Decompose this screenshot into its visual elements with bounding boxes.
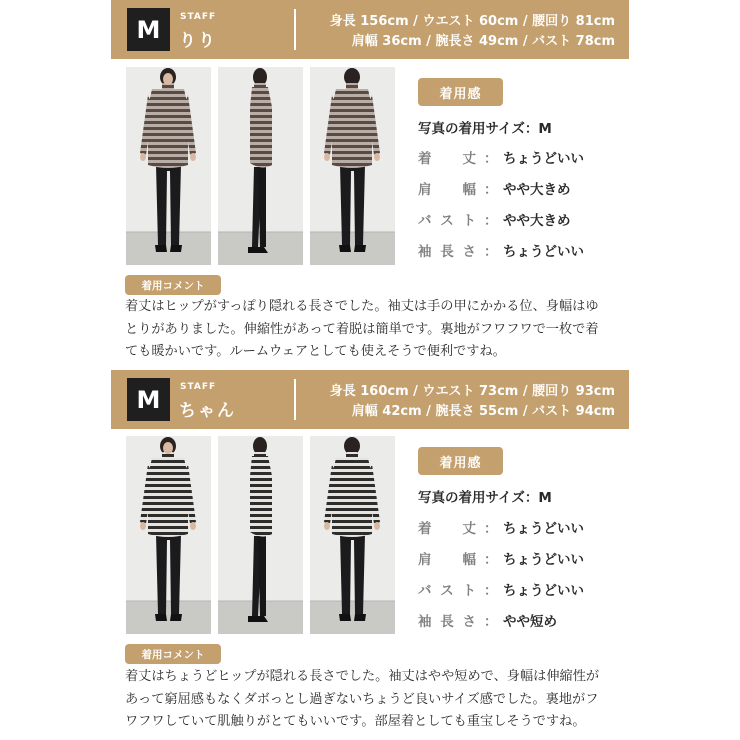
staff-label: STAFF	[180, 12, 217, 22]
comment-line: とりがありました。伸縮性があって着脱は簡単です。裏地がフワフワで一枚で着	[125, 321, 599, 337]
fit-row-colon: ：	[484, 244, 498, 260]
model-photo-front	[126, 436, 211, 634]
staff-name: りり	[179, 31, 217, 51]
staff-name: ちゃん	[179, 401, 236, 421]
fit-badge: 着用感	[418, 447, 503, 475]
fit-size-title: 写真の着用サイズ：M	[418, 490, 552, 506]
fit-row-value: ちょうどいい	[503, 244, 584, 260]
fit-row	[418, 579, 618, 599]
model-figure	[126, 67, 211, 265]
fit-row-colon: ：	[484, 151, 498, 167]
staff-header	[111, 370, 629, 429]
comment-line: 着丈はヒップがすっぽり隠れる長さでした。袖丈は手の甲にかかる位、身幅はゆ	[125, 299, 599, 314]
model-figure	[310, 67, 395, 265]
comment-badge: 着用コメント	[125, 644, 221, 664]
size-badge: M	[127, 8, 170, 51]
fit-row-colon: ：	[484, 583, 498, 599]
measurements-line-2: 肩幅 36cm / 腕長さ 49cm / バスト 78cm	[351, 34, 615, 49]
fit-row	[418, 517, 618, 537]
fit-row	[418, 548, 618, 568]
fit-row-value: やや短め	[503, 614, 557, 630]
fit-row-label: 肩 幅	[418, 182, 476, 198]
comment-line: ワフワしていて肌触りがとてもいいです。部屋着としても重宝しそうですね。	[125, 714, 586, 729]
comment-text	[125, 296, 630, 364]
fit-row-label: 着 丈	[418, 151, 476, 167]
fit-row-value: ちょうどいい	[503, 521, 584, 537]
fit-badge: 着用感	[418, 78, 503, 106]
model-photo-back	[310, 436, 395, 634]
fit-row-colon: ：	[484, 213, 498, 229]
model-figure	[218, 436, 303, 634]
model-photo-side	[218, 436, 303, 634]
staff-label: STAFF	[180, 382, 217, 392]
comment-badge: 着用コメント	[125, 275, 221, 295]
model-photo-side	[218, 67, 303, 265]
comment-text	[125, 666, 630, 734]
fit-row-colon: ：	[484, 614, 498, 630]
fit-row-colon: ：	[484, 182, 498, 198]
fit-row-value: ちょうどいい	[503, 583, 584, 599]
fit-row-value: ちょうどいい	[503, 552, 584, 568]
model-figure	[218, 67, 303, 265]
model-figure	[310, 436, 395, 634]
fit-row-label: 袖 長 さ	[418, 244, 476, 260]
fit-row	[418, 178, 618, 198]
fit-size-title: 写真の着用サイズ：M	[418, 121, 552, 137]
measurements-line-1: 身長 160cm / ウエスト 73cm / 腰回り 93cm	[329, 384, 615, 399]
comment-line: あって窮屈感もなくダボっとし過ぎないちょうど良いサイズ感でした。裏地がフ	[125, 691, 599, 707]
measurements-line-2: 肩幅 42cm / 腕長さ 55cm / バスト 94cm	[351, 404, 615, 419]
staff-header	[111, 0, 629, 59]
header-divider	[294, 379, 296, 420]
fit-row-colon: ：	[484, 521, 498, 537]
fit-row	[418, 209, 618, 229]
fit-row-label: バ ス ト	[418, 583, 476, 599]
header-divider	[294, 9, 296, 50]
measurements-line-1: 身長 156cm / ウエスト 60cm / 腰回り 81cm	[329, 14, 615, 29]
fit-row-label: 着 丈	[418, 521, 476, 537]
fit-row-label: 袖 長 さ	[418, 614, 476, 630]
fit-row-value: やや大きめ	[503, 213, 571, 229]
staff-block-2	[0, 370, 740, 740]
fit-row-label: バ ス ト	[418, 213, 476, 229]
comment-line: ても暖かいです。ルームウェアとしても使えそうで便利ですね。	[125, 344, 506, 359]
model-figure	[126, 436, 211, 634]
fit-row	[418, 240, 618, 260]
size-badge: M	[127, 378, 170, 421]
fit-row	[418, 610, 618, 630]
comment-line: 着丈はちょうどヒップが隠れる長さでした。袖丈はやや短めで、身幅は伸縮性が	[125, 669, 600, 684]
fit-row-value: ちょうどいい	[503, 151, 584, 167]
model-photo-front	[126, 67, 211, 265]
model-photo-back	[310, 67, 395, 265]
fit-row	[418, 147, 618, 167]
fit-row-label: 肩 幅	[418, 552, 476, 568]
fit-row-colon: ：	[484, 552, 498, 568]
fit-row-value: やや大きめ	[503, 182, 571, 198]
